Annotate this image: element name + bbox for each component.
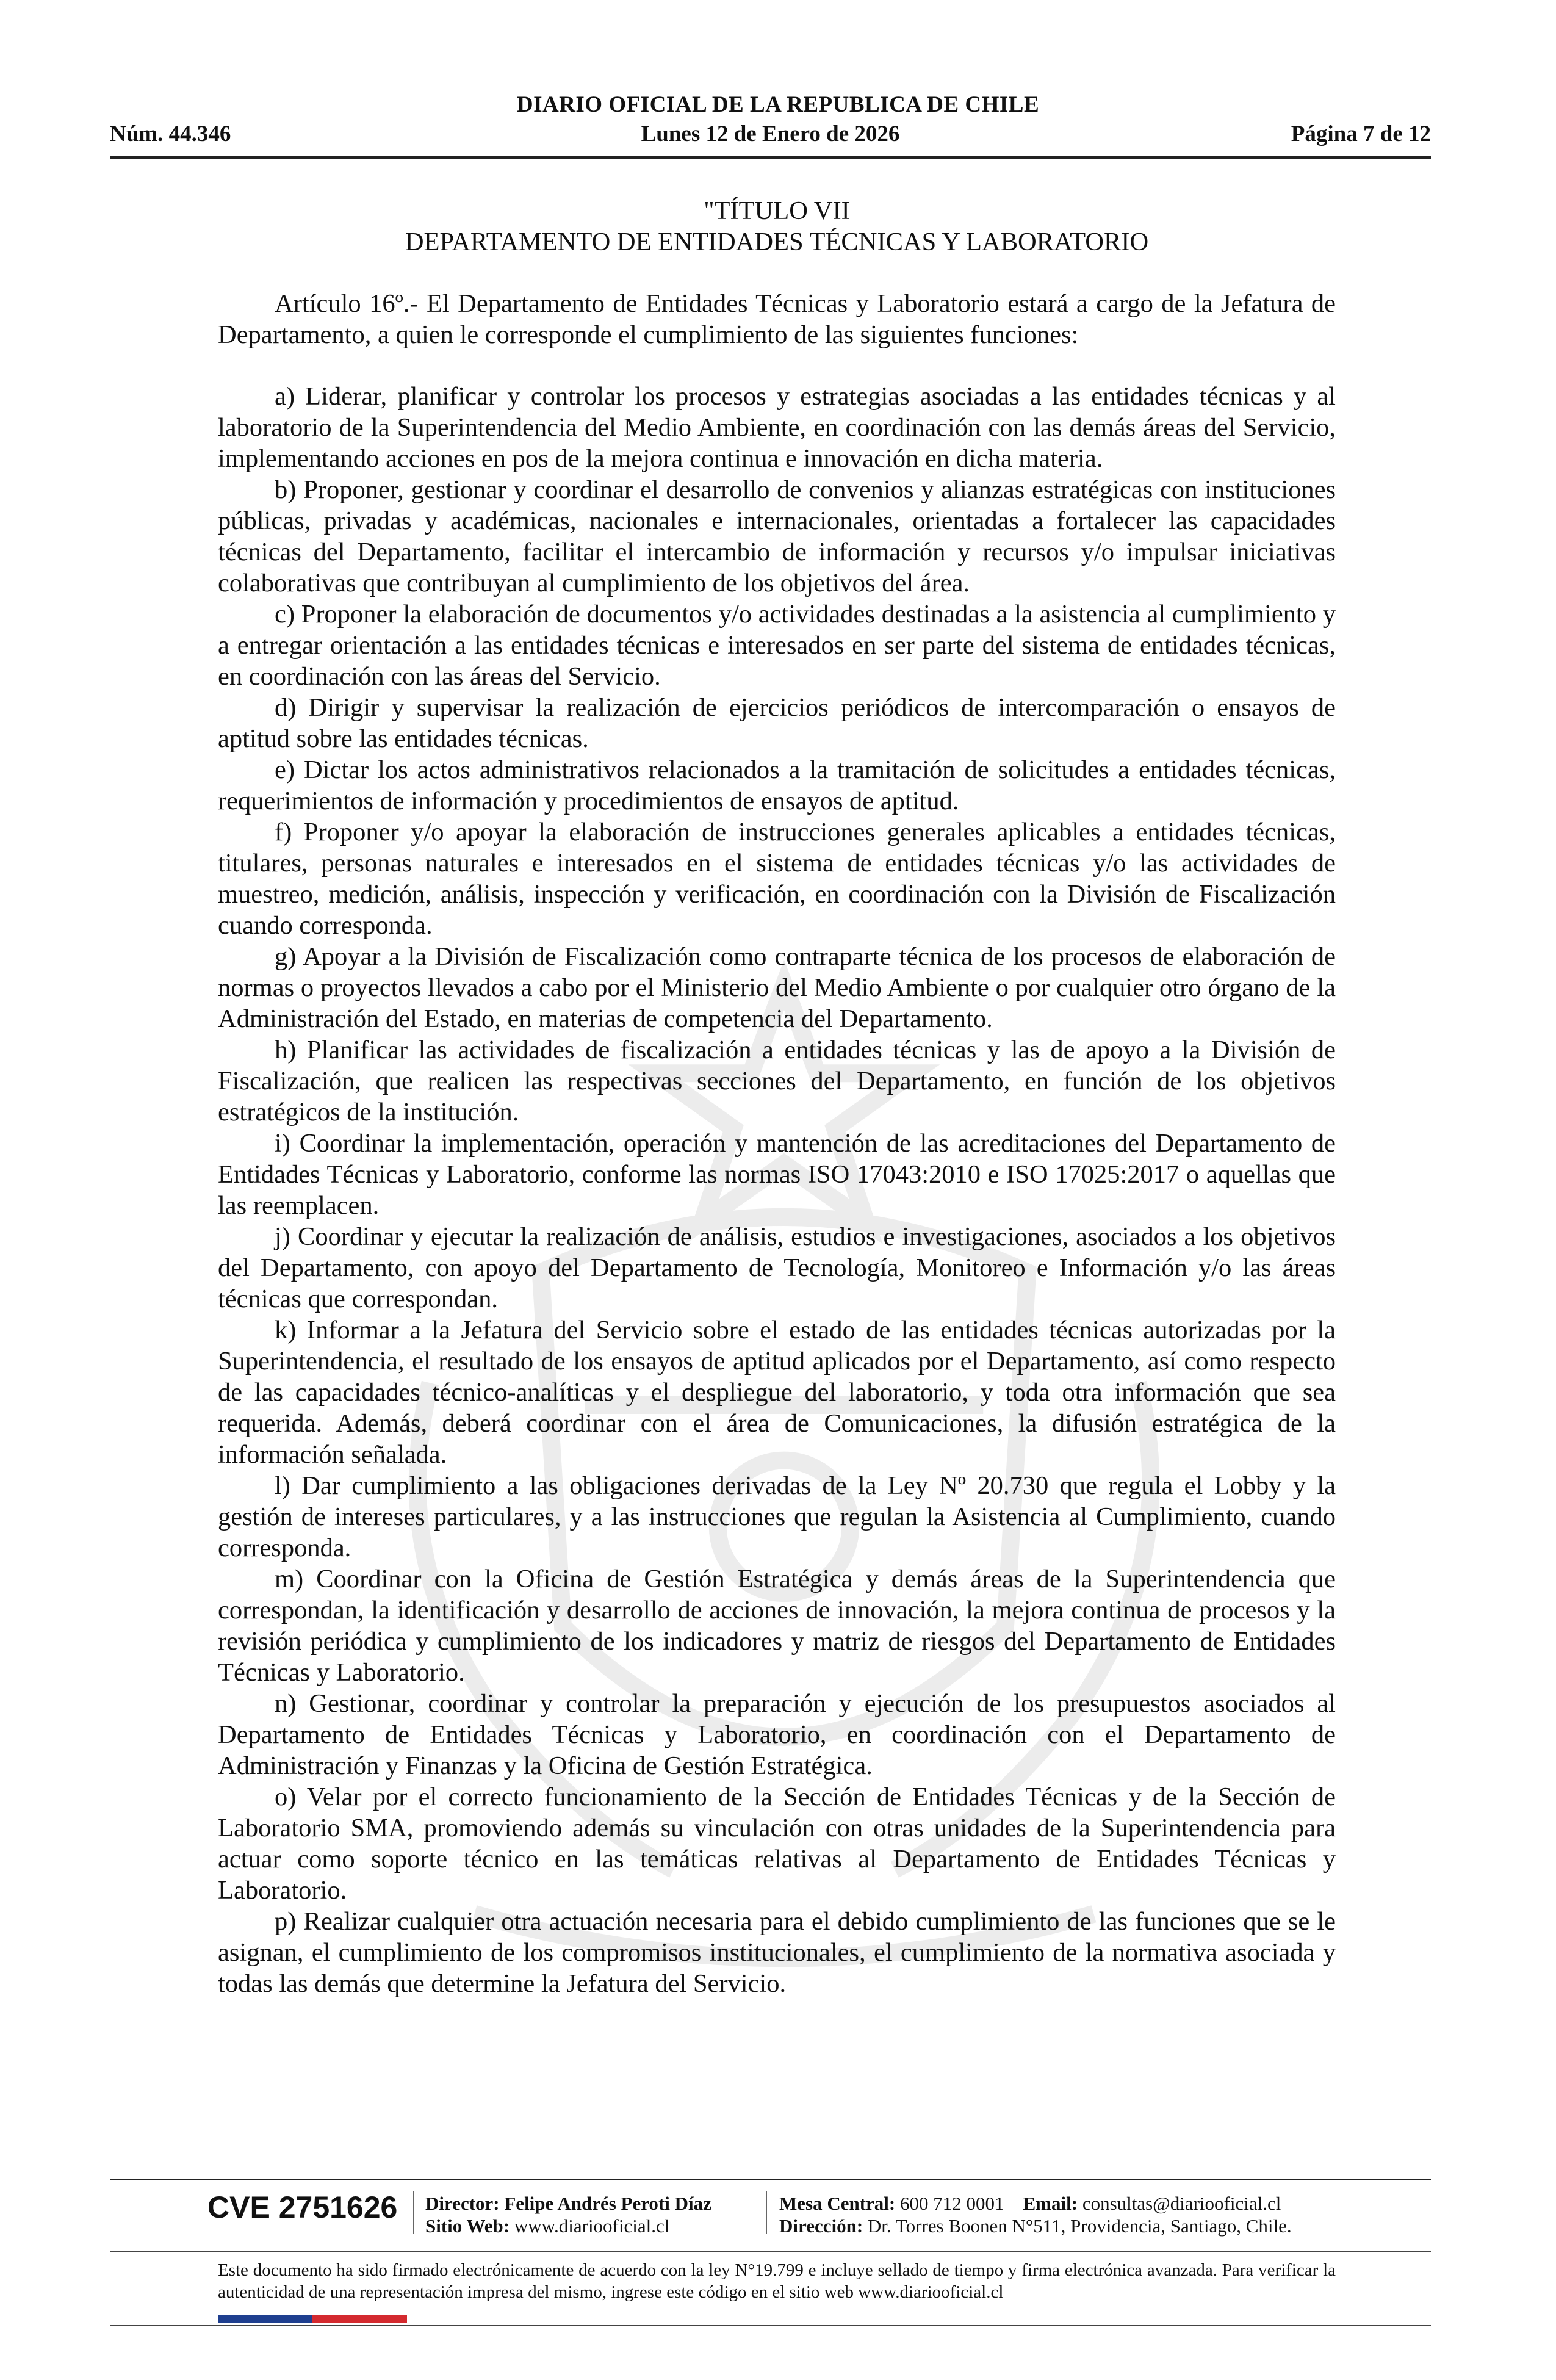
issue-number: Núm. 44.346	[110, 121, 231, 146]
mesa-label: Mesa Central:	[779, 2193, 896, 2214]
function-item-a: a) Liderar, planificar y controlar los procesos y estrategias asociadas a las entidades técnicas y al laboratorio de la Superintendencia del Medio Ambiente, en coordinación con las demás áreas del Servicio, implementando acciones en pos de la mejora continua e innovación en dicha materia.	[218, 382, 1336, 473]
legal-notice: Este documento ha sido firmado electrónicamente de acuerdo con la ley N°19.799 e incluye sellado de tiempo y firma electrónica avanzada. Para verificar la autenticidad de una representación impresa del mismo, ingrese este código en el sitio web www.diariooficial.cl	[218, 2260, 1336, 2302]
function-item-n: n) Gestionar, coordinar y controlar la preparación y ejecución de los presupuestos asociados al Departamento de Entidades Técnicas y Laboratorio, en coordinación con el Departamento de Administración y Finanzas y la Oficina de Gestión Estratégica.	[218, 1689, 1336, 1780]
cve-code: CVE 2751626	[207, 2190, 398, 2224]
email-label: Email:	[1023, 2193, 1078, 2214]
footer-separator	[413, 2191, 414, 2234]
newspaper-title: DIARIO OFICIAL DE LA REPUBLICA DE CHILE	[516, 92, 1040, 117]
flag-bar-blue	[218, 2315, 312, 2323]
header-divider	[110, 156, 1431, 159]
issue-date: Lunes 12 de Enero de 2026	[641, 121, 900, 146]
footer-contact-block	[779, 2192, 1292, 2237]
director-name: Felipe Andrés Peroti Díaz	[504, 2193, 711, 2214]
function-item-i: i) Coordinar la implementación, operación y mantención de las acreditaciones del Departamento de Entidades Técnicas y Laboratorio, conforme las normas ISO 17043:2010 e ISO 17025:2017 o aquellas que las reemplacen.	[218, 1129, 1336, 1220]
page-indicator: Página 7 de 12	[1291, 121, 1431, 146]
function-item-o: o) Velar por el correcto funcionamiento de la Sección de Entidades Técnicas y de la Sección de Laboratorio SMA, promoviendo además su vinculación con otras unidades de la Superintendencia para actuar como soporte técnico en las temáticas relativas al Departamento de Entidades Técnicas y Laboratorio.	[218, 1783, 1336, 1905]
function-item-d: d) Dirigir y supervisar la realización de ejercicios periódicos de intercomparación o ensayos de aptitud sobre las entidades técnicas.	[218, 693, 1336, 753]
section-subtitle: DEPARTAMENTO DE ENTIDADES TÉCNICAS Y LABORATORIO	[405, 228, 1149, 256]
email-link[interactable]: consultas@diariooficial.cl	[1082, 2193, 1281, 2214]
director-label: Director:	[425, 2193, 500, 2214]
section-title: "TÍTULO VII	[704, 197, 850, 225]
function-item-h: h) Planificar las actividades de fiscalización a entidades técnicas y las de apoyo a la División de Fiscalización, que realicen las respectivas secciones del Departamento, en función de los objetivos estratégicos de la institución.	[218, 1036, 1336, 1127]
website-label: Sitio Web:	[425, 2215, 510, 2237]
address-value: Dr. Torres Boonen N°511, Providencia, Santiago, Chile.	[867, 2215, 1292, 2237]
footer-divider-top	[110, 2179, 1431, 2180]
function-item-f: f) Proponer y/o apoyar la elaboración de instrucciones generales aplicables a entidades técnicas, titulares, personas naturales e interesados en el sistema de entidades técnicas y/o las actividades de muestreo, medición, análisis, inspección y verificación, en coordinación con la División de Fiscalización cuando corresponda.	[218, 818, 1336, 940]
footer-director-block	[425, 2192, 711, 2237]
footer-separator	[766, 2191, 767, 2234]
function-item-b: b) Proponer, gestionar y coordinar el desarrollo de convenios y alianzas estratégicas con instituciones públicas, privadas y académicas, nacionales e internacionales, orientadas a fortalecer las capacidades técnicas del Departamento, facilitar el intercambio de información y recursos y/o impulsar iniciativas colaborativas que contribuyan al cumplimiento de los objetivos del área.	[218, 475, 1336, 597]
mesa-value: 600 712 0001	[900, 2193, 1004, 2214]
document-body	[218, 195, 1336, 1999]
article-intro: Artículo 16º.- El Departamento de Entidades Técnicas y Laboratorio estará a cargo de la Jefatura de Departamento, a quien le corresponde el cumplimiento de las siguientes funciones:	[218, 289, 1336, 349]
function-item-g: g) Apoyar a la División de Fiscalización como contraparte técnica de los procesos de elaboración de normas o proyectos llevados a cabo por el Ministerio del Medio Ambiente o por cualquier otro órgano de la Administración del Estado, en materias de competencia del Departamento.	[218, 942, 1336, 1033]
function-item-k: k) Informar a la Jefatura del Servicio sobre el estado de las entidades técnicas autorizadas por la Superintendencia, el resultado de los ensayos de aptitud aplicados por el Departamento, así como respecto de las capacidades técnico-analíticas y el despliegue del laboratorio, y toda otra información que sea requerida. Además, deberá coordinar con el área de Comunicaciones, la difusión estratégica de la información señalada.	[218, 1316, 1336, 1469]
flag-bar-red	[312, 2315, 407, 2323]
footer-divider-bottom	[110, 2325, 1431, 2326]
footer-divider-middle	[110, 2251, 1431, 2252]
function-item-m: m) Coordinar con la Oficina de Gestión Estratégica y demás áreas de la Superintendencia que correspondan, la identificación y desarrollo de acciones de innovación, la mejora continua de procesos y la revisión periódica y cumplimiento de los indicadores y matriz de riesgos del Departamento de Entidades Técnicas y Laboratorio.	[218, 1565, 1336, 1687]
function-item-p: p) Realizar cualquier otra actuación necesaria para el debido cumplimiento de las funciones que se le asignan, el cumplimiento de los compromisos institucionales, el cumplimiento de la normativa asociada y todas las demás que determine la Jefatura del Servicio.	[218, 1907, 1336, 1998]
function-item-e: e) Dictar los actos administrativos relacionados a la tramitación de solicitudes a entidades técnicas, requerimientos de información y procedimientos de ensayos de aptitud.	[218, 755, 1336, 815]
address-label: Dirección:	[779, 2215, 863, 2237]
function-item-j: j) Coordinar y ejecutar la realización de análisis, estudios e investigaciones, asociados a los objetivos del Departamento, con apoyo del Departamento de Tecnología, Monitoreo e Información y/o las áreas técnicas que correspondan.	[218, 1222, 1336, 1313]
function-item-l: l) Dar cumplimiento a las obligaciones derivadas de la Ley Nº 20.730 que regula el Lobby y la gestión de intereses particulares, y a las instrucciones que regulan la Asistencia al Cumplimiento, cuando corresponda.	[218, 1471, 1336, 1562]
website-link[interactable]: www.diariooficial.cl	[514, 2215, 670, 2237]
function-item-c: c) Proponer la elaboración de documentos y/o actividades destinadas a la asistencia al cumplimiento y a entregar orientación a las entidades técnicas e interesados en ser parte del sistema de entidades técnicas, en coordinación con las áreas del Servicio.	[218, 600, 1336, 691]
